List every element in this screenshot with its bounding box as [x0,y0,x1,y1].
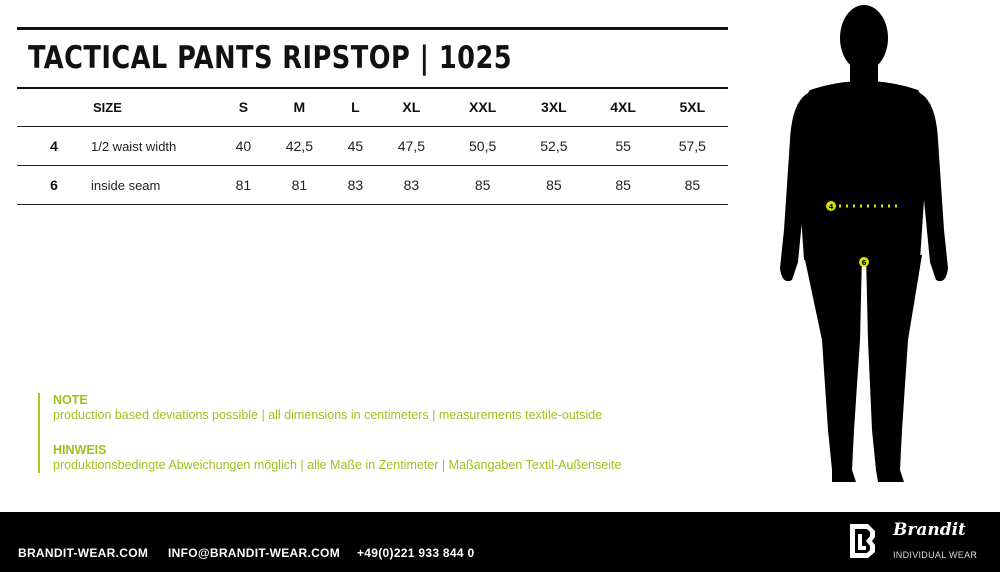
size-table [17,88,728,205]
size-col: 4XL [610,99,636,115]
cell: 81 [291,177,308,193]
cell: 85 [615,177,631,193]
cell: 40 [235,138,252,154]
email-link[interactable]: INFO@BRANDIT-WEAR.COM [168,546,340,560]
hinweis-text: produktionsbedingte Abweichungen möglich | alle Maße in Zentimeter | Maßangaben Textil-Außenseite [53,458,622,472]
note-text: production based deviations possible | all dimensions in centimeters | measurements textile-outside [53,408,603,422]
size-col: 3XL [541,99,567,115]
size-header: SIZE [93,99,122,115]
body-silhouette-figure [770,0,970,500]
cell: 52,5 [540,138,568,154]
size-col: XXL [469,99,497,115]
size-col: M [293,99,306,115]
brand-tagline: INDIVIDUAL WEAR [893,550,978,560]
cell: 55 [615,138,631,154]
note-heading: NOTE [53,393,88,407]
cell: 83 [403,177,420,193]
row-label: 1/2 waist width [91,138,177,154]
table-row [17,127,728,166]
cell: 85 [546,177,562,193]
size-col: 5XL [679,99,706,115]
hinweis-heading: HINWEIS [53,443,107,457]
top-rule [17,27,728,30]
table-header-row [17,88,728,127]
brandit-b-logo-icon [848,522,878,560]
cell: 57,5 [678,138,706,154]
brand-name: Brandit [893,520,966,540]
website-link[interactable]: BRANDIT-WEAR.COM [18,546,149,560]
size-col: S [238,99,249,115]
cell: 50,5 [469,138,497,154]
svg-text:4: 4 [828,203,834,211]
cell: 83 [347,177,364,193]
notes-section [38,393,621,473]
size-col: L [351,99,360,115]
cell: 85 [474,177,491,193]
cell: 42,5 [285,138,313,154]
size-col: XL [402,99,421,115]
cell: 85 [684,177,701,193]
row-number: 6 [50,177,58,193]
svg-text:6: 6 [861,259,867,267]
row-number: 4 [50,138,58,154]
cell: 81 [235,177,252,193]
table-row [17,166,728,205]
row-label: inside seam [91,177,161,193]
phone-number: +49(0)221 933 844 0 [357,546,475,560]
cell: 47,5 [397,138,425,154]
page-title: TACTICAL PANTS RIPSTOP | 1025 [28,40,513,76]
cell: 45 [347,138,364,154]
